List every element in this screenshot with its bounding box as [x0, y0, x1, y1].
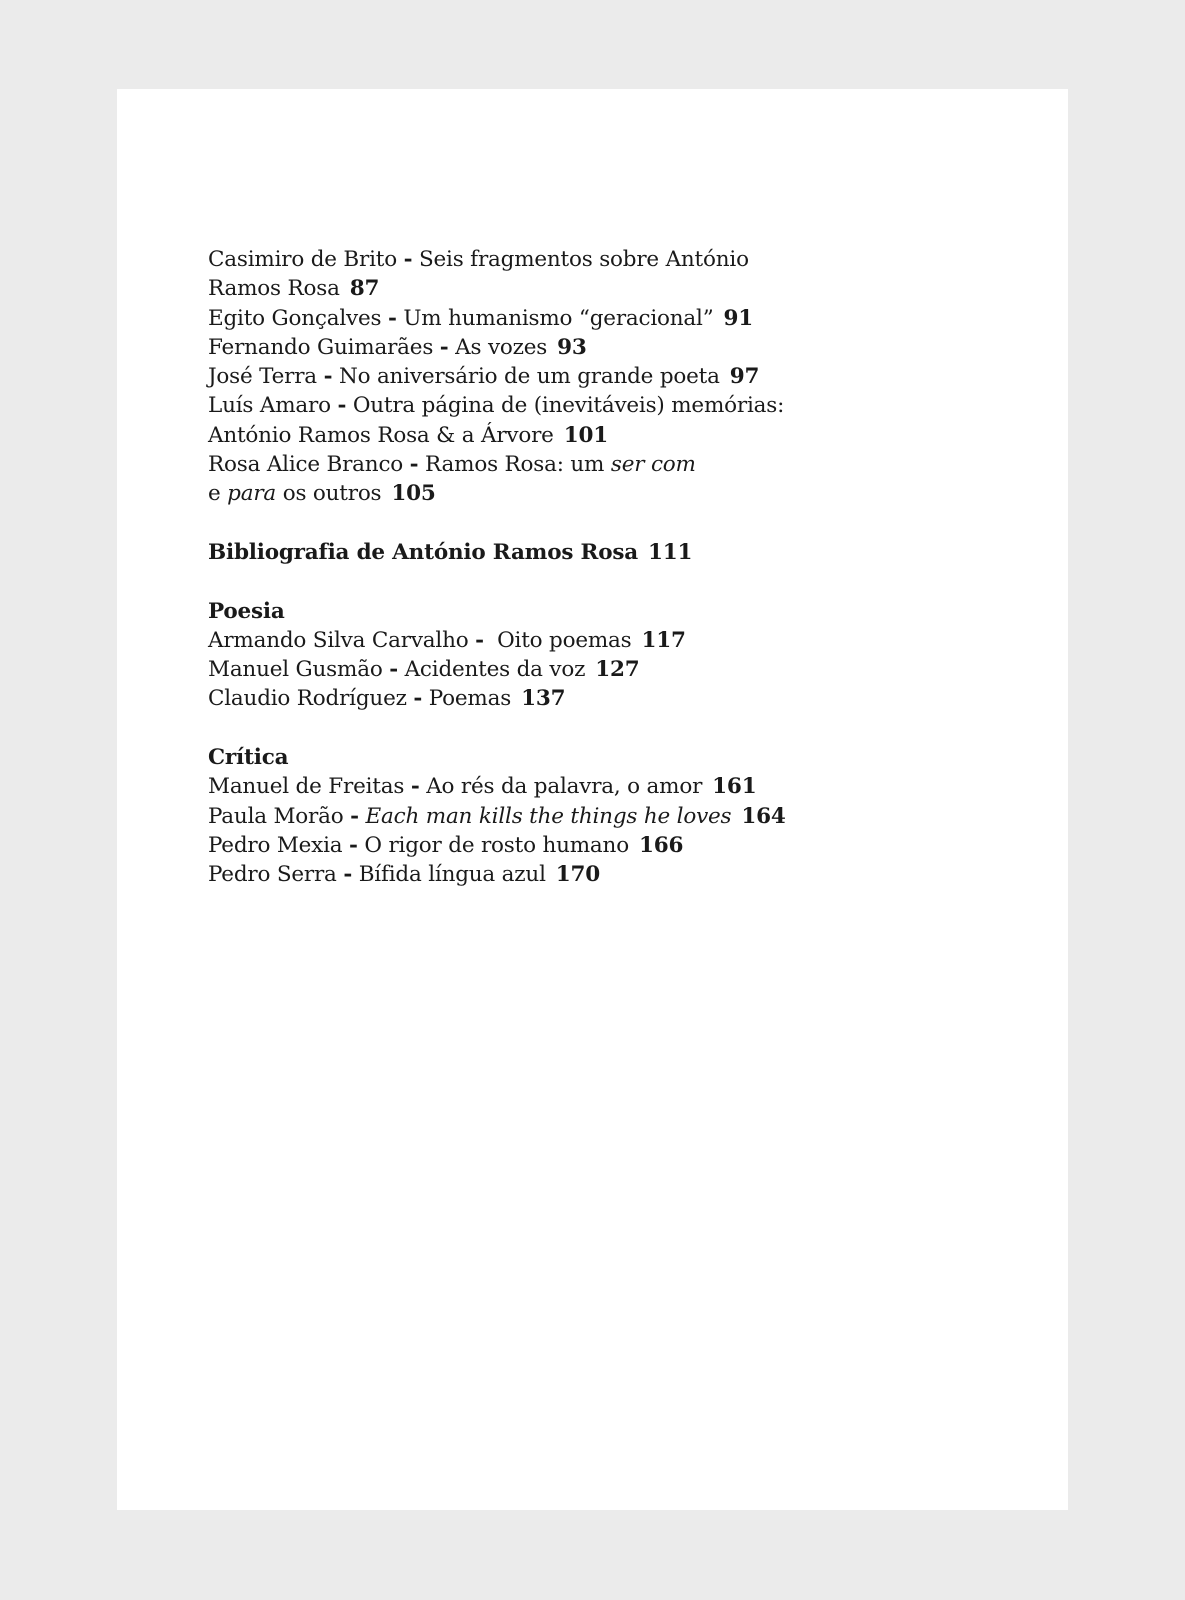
- section-gap: [208, 567, 1028, 596]
- entry-page-number: 87: [349, 276, 380, 302]
- entry-author: Pedro Serra: [208, 862, 337, 888]
- entry-author: José Terra: [208, 364, 317, 390]
- entry-separator: -: [350, 803, 359, 829]
- entry-title-italic: Each man kills the things he loves: [365, 803, 732, 829]
- entry-page-number: 170: [555, 862, 601, 888]
- entry-author: Manuel de Freitas: [208, 774, 405, 800]
- entry-page-number: 101: [563, 422, 608, 448]
- entry-separator: -: [439, 334, 449, 360]
- entry-page-number: 166: [638, 832, 684, 858]
- entry-title: António Ramos Rosa & a Árvore: [208, 422, 554, 448]
- entry-author: Egito Gonçalves: [208, 305, 382, 331]
- toc-entry-pedro-mexia: [208, 831, 1028, 860]
- toc-entry-manuel-freitas: [208, 772, 1028, 801]
- entry-author: Luís Amaro: [208, 393, 331, 419]
- entry-title: Ao rés da palavra, o amor: [426, 774, 703, 800]
- entry-title: e: [208, 481, 228, 507]
- entry-separator: -: [413, 686, 423, 712]
- entry-separator: -: [388, 305, 397, 331]
- entry-title: Um humanismo “geracional”: [403, 305, 714, 331]
- entry-title: Poemas: [428, 686, 512, 712]
- entry-author: Claudio Rodríguez: [208, 686, 407, 712]
- toc-entry-pedro-serra: [208, 860, 1028, 889]
- entry-page-number: 164: [741, 803, 786, 829]
- entry-author: Fernando Guimarães: [208, 334, 434, 360]
- entry-page-number: 97: [729, 364, 760, 390]
- entry-title: Acidentes da voz: [404, 657, 586, 683]
- section-heading-critica: Crítica: [208, 745, 289, 771]
- entry-page-number: 117: [641, 627, 686, 653]
- entry-separator: -: [323, 364, 333, 390]
- toc-entry-luis-line2: [208, 421, 1028, 450]
- entry-title: O rigor de rosto humano: [364, 832, 629, 858]
- entry-separator: -: [337, 393, 347, 419]
- entry-title: No aniversário de um grande poeta: [338, 364, 720, 390]
- entry-title: os outros: [276, 481, 382, 507]
- toc-entry-casimiro-line1: [208, 245, 1028, 274]
- toc-entry-claudio: [208, 684, 1028, 713]
- table-of-contents: [208, 245, 1028, 890]
- entry-separator: -: [389, 657, 398, 683]
- toc-entry-casimiro-line2: [208, 274, 1028, 303]
- section-gap: [208, 509, 1028, 538]
- entry-author: Manuel Gusmão: [208, 657, 383, 683]
- toc-entry-fernando: [208, 333, 1028, 362]
- entry-page-number: 161: [712, 774, 757, 800]
- toc-entry-paula: [208, 802, 1028, 831]
- bibliography-label: Bibliografia de António Ramos Rosa: [208, 539, 638, 565]
- toc-entry-luis-line1: [208, 391, 1028, 420]
- entry-separator: -: [349, 832, 358, 858]
- toc-entry-egito: [208, 304, 1028, 333]
- entry-separator: -: [409, 452, 419, 478]
- toc-entry-rosa-line1: [208, 450, 1028, 479]
- entry-title: Ramos Rosa: [208, 276, 340, 302]
- entry-title: As vozes: [455, 334, 548, 360]
- entry-title: Ramos Rosa: um: [425, 452, 611, 478]
- entry-page-number: 127: [595, 657, 640, 683]
- entry-separator: -: [343, 862, 353, 888]
- toc-entry-rosa-line2: [208, 479, 1028, 508]
- section-heading-poesia: Poesia: [208, 598, 285, 624]
- entry-separator: -: [475, 627, 484, 653]
- entry-separator: -: [403, 247, 413, 272]
- entry-page-number: 111: [648, 539, 693, 565]
- entry-page-number: 105: [391, 481, 436, 507]
- entry-title: Outra página de (inevitáveis) memórias:: [352, 393, 785, 419]
- entry-author: Armando Silva Carvalho: [208, 627, 469, 653]
- entry-author: Casimiro de Brito: [208, 247, 397, 272]
- toc-entry-jose: [208, 362, 1028, 391]
- toc-entry-armando: [208, 626, 1028, 655]
- entry-page-number: 137: [521, 686, 566, 712]
- toc-entry-bibliography: [208, 538, 1028, 567]
- entry-separator: -: [410, 774, 420, 800]
- entry-title-italic: para: [227, 481, 277, 507]
- toc-entry-manuel-gusmao: [208, 655, 1028, 684]
- entry-title: Seis fragmentos sobre António: [418, 247, 749, 272]
- section-gap: [208, 714, 1028, 743]
- entry-title: Oito poemas: [490, 627, 632, 653]
- entry-page-number: 91: [723, 305, 754, 331]
- entry-title: Bífida língua azul: [358, 862, 546, 888]
- document-page: [117, 89, 1068, 1510]
- entry-title-italic: ser com: [610, 452, 696, 478]
- entry-page-number: 93: [557, 334, 587, 360]
- entry-author: Pedro Mexia: [208, 832, 343, 858]
- entry-author: Rosa Alice Branco: [208, 452, 404, 478]
- entry-author: Paula Morão: [208, 803, 344, 829]
